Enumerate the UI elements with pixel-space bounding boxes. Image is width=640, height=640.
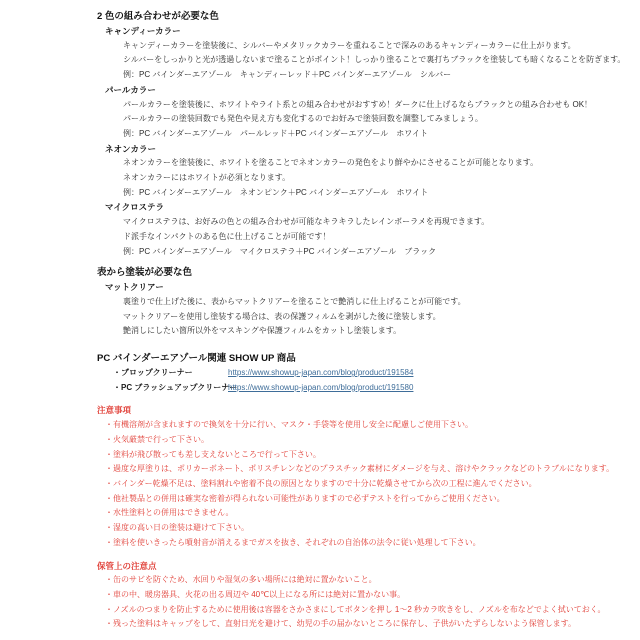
caution-item-other-brands: ・他社製品との併用は確実な密着が得られない可能性がありますので必ずテストを行ってからご使用ください。 — [105, 493, 505, 503]
candy-desc-line-1: キャンディーカラーを塗装後に、シルバーやメタリックカラーを重ねることで深みのあるキャンディーカラーに仕上がります。 — [123, 40, 576, 50]
product-row-prop-cleaner — [113, 366, 622, 381]
section-title-cautions: 注意事項 — [97, 405, 132, 416]
section-storage-notes — [97, 559, 622, 633]
caution-item-disposal: ・塗料を使いきったら噴射音が消えるまでガスを抜き、それぞれの自治体の法令に従い処理して下さい。 — [105, 537, 481, 547]
storage-item-nozzle: ・ノズルのつまりを防止するために使用後は容器をさかさまにしてボタンを押し 1～2 秒カラ吹きをし、ノズルを布などでよく拭いておく。 — [105, 604, 606, 614]
candy-desc-line-2: シルバーをしっかりと光が透過しないまで塗ることがポイント！しっかり塗ることで裏打ちブラックを塗装しても暗くなることを防ぎます。 — [123, 55, 626, 65]
section-cautions — [97, 403, 622, 550]
section-title-related-products: PC バインダーエアゾール関連 SHOW UP 商品 — [97, 353, 296, 365]
candy-example-line: 例：PC バインダーエアゾール キャンディーレッド＋PC バインダーエアゾール シルバー — [123, 70, 452, 80]
product-link-brushup-cleaner[interactable]: https://www.showup-japan.com/blog/product/191580 — [228, 382, 414, 392]
caution-item-no-fire: ・火気厳禁で行って下さい。 — [105, 434, 209, 444]
group-title-matte-clear: マットクリアー — [105, 282, 164, 293]
product-label-prop-cleaner: ・ブロップクリーナー — [113, 368, 193, 378]
section-related-products — [97, 351, 622, 395]
section-title-two-color-combo: 2 色の組み合わせが必要な色 — [97, 11, 219, 22]
product-label-brushup-cleaner: ・PC ブラッシュアップクリーナー — [113, 382, 238, 392]
caution-item-dry-binder: ・バインダー乾燥不足は、塗料割れや密着不良の原因となりますので十分に乾燥させてから次の工程に進んでください。 — [105, 478, 537, 488]
storage-item-heat: ・車の中、暖房器具、火花の出る周辺や 40℃以上になる所には絶対に置かない事。 — [105, 589, 406, 599]
group-title-neon-color: ネオンカラー — [105, 143, 157, 154]
pearl-example-line: 例：PC バインダーエアゾール パールレッド＋PC バインダーエアゾール ホワイト — [123, 128, 429, 138]
matte-desc-line-1: 裏塗りで仕上げた後に、表からマットクリアーを塗ることで艶消しに仕上げることが可能です。 — [123, 296, 466, 306]
storage-item-leftover: ・残った塗料はキャップをして、直射日光を避けて、幼児の手の届かないところに保存し、子供がいたずらしないよう保管します。 — [105, 619, 577, 629]
group-title-candy-color: キャンディーカラー — [105, 26, 181, 36]
section-title-front-paint: 表から塗装が必要な色 — [97, 267, 193, 279]
caution-item-splatter: ・塗料が飛び散っても差し支えないところで行って下さい。 — [105, 449, 321, 459]
caution-item-solvent: ・有機溶剤が含まれますので換気を十分に行い、マスク・手袋等を使用し安全に配慮しご使用下さい。 — [105, 420, 473, 430]
storage-item-rust: ・缶のサビを防ぐため、水回りや湿気の多い場所には絶対に置かないこと。 — [105, 575, 377, 585]
color-group-pearl — [97, 83, 622, 142]
product-link-prop-cleaner[interactable]: https://www.showup-japan.com/blog/product/191584 — [228, 368, 414, 378]
group-title-pearl-color: パールカラー — [105, 84, 156, 95]
group-title-microstella: マイクロステラ — [105, 202, 164, 213]
color-group-neon — [97, 142, 622, 201]
pearl-desc-line-2: パールカラーの塗装回数でも発色や見え方も変化するのでお好みで塗装回数を調整してみましょう。 — [123, 114, 483, 124]
neon-desc-line-1: ネオンカラーを塗装後に、ホワイトを塗ることでネオンカラーの発色をより鮮やかにさせることが可能となります。 — [123, 158, 539, 168]
neon-example-line: 例：PC バインダーエアゾール ネオンピンク＋PC バインダーエアゾール ホワイト — [123, 187, 429, 197]
caution-item-thick-coat: ・過度な厚塗りは、ポリカーボネート、ポリスチレンなどのプラスチック素材にダメージを与え、溶けやクラックなどのトラブルになります。 — [105, 464, 615, 474]
microstella-example-line: 例：PC バインダーエアゾール マイクロステラ＋PC バインダーエアゾール ブラック — [123, 246, 437, 256]
section-title-storage-notes: 保管上の注意点 — [97, 560, 157, 571]
matte-desc-line-2: マットクリアーを使用し塗装する場合は、表の保護フィルムを剥がした後に塗装します。 — [123, 311, 441, 321]
matte-desc-line-3: 艶消しにしたい箇所以外をマスキングや保護フィルムをカットし塗装します。 — [123, 326, 402, 336]
color-group-candy — [97, 24, 626, 83]
color-group-matte-clear — [97, 280, 622, 339]
neon-desc-line-2: ネオンカラーにはホワイトが必須となります。 — [123, 173, 291, 183]
section-two-color-combo — [97, 9, 626, 259]
section-front-paint — [97, 265, 622, 339]
caution-item-water-paint: ・水性塗料との併用はできません。 — [105, 508, 234, 518]
caution-item-humidity: ・湿度の高い日の塗装は避けて下さい。 — [105, 523, 249, 533]
pearl-desc-line-1: パールカラーを塗装後に、ホワイトやライト系との組み合わせがおすすめ！ダークに仕上げるならブラックとの組み合わせも OK！ — [123, 99, 593, 109]
color-group-microstella — [97, 200, 622, 259]
microstella-desc-line-1: マイクロステラは、お好みの色との組み合わせが可能なキラキラしたレインボーラメを再現できます。 — [123, 217, 490, 227]
product-row-brushup-cleaner — [113, 381, 622, 396]
microstella-desc-line-2: ド派手なインパクトのある色に仕上げることが可能です！ — [123, 231, 331, 241]
